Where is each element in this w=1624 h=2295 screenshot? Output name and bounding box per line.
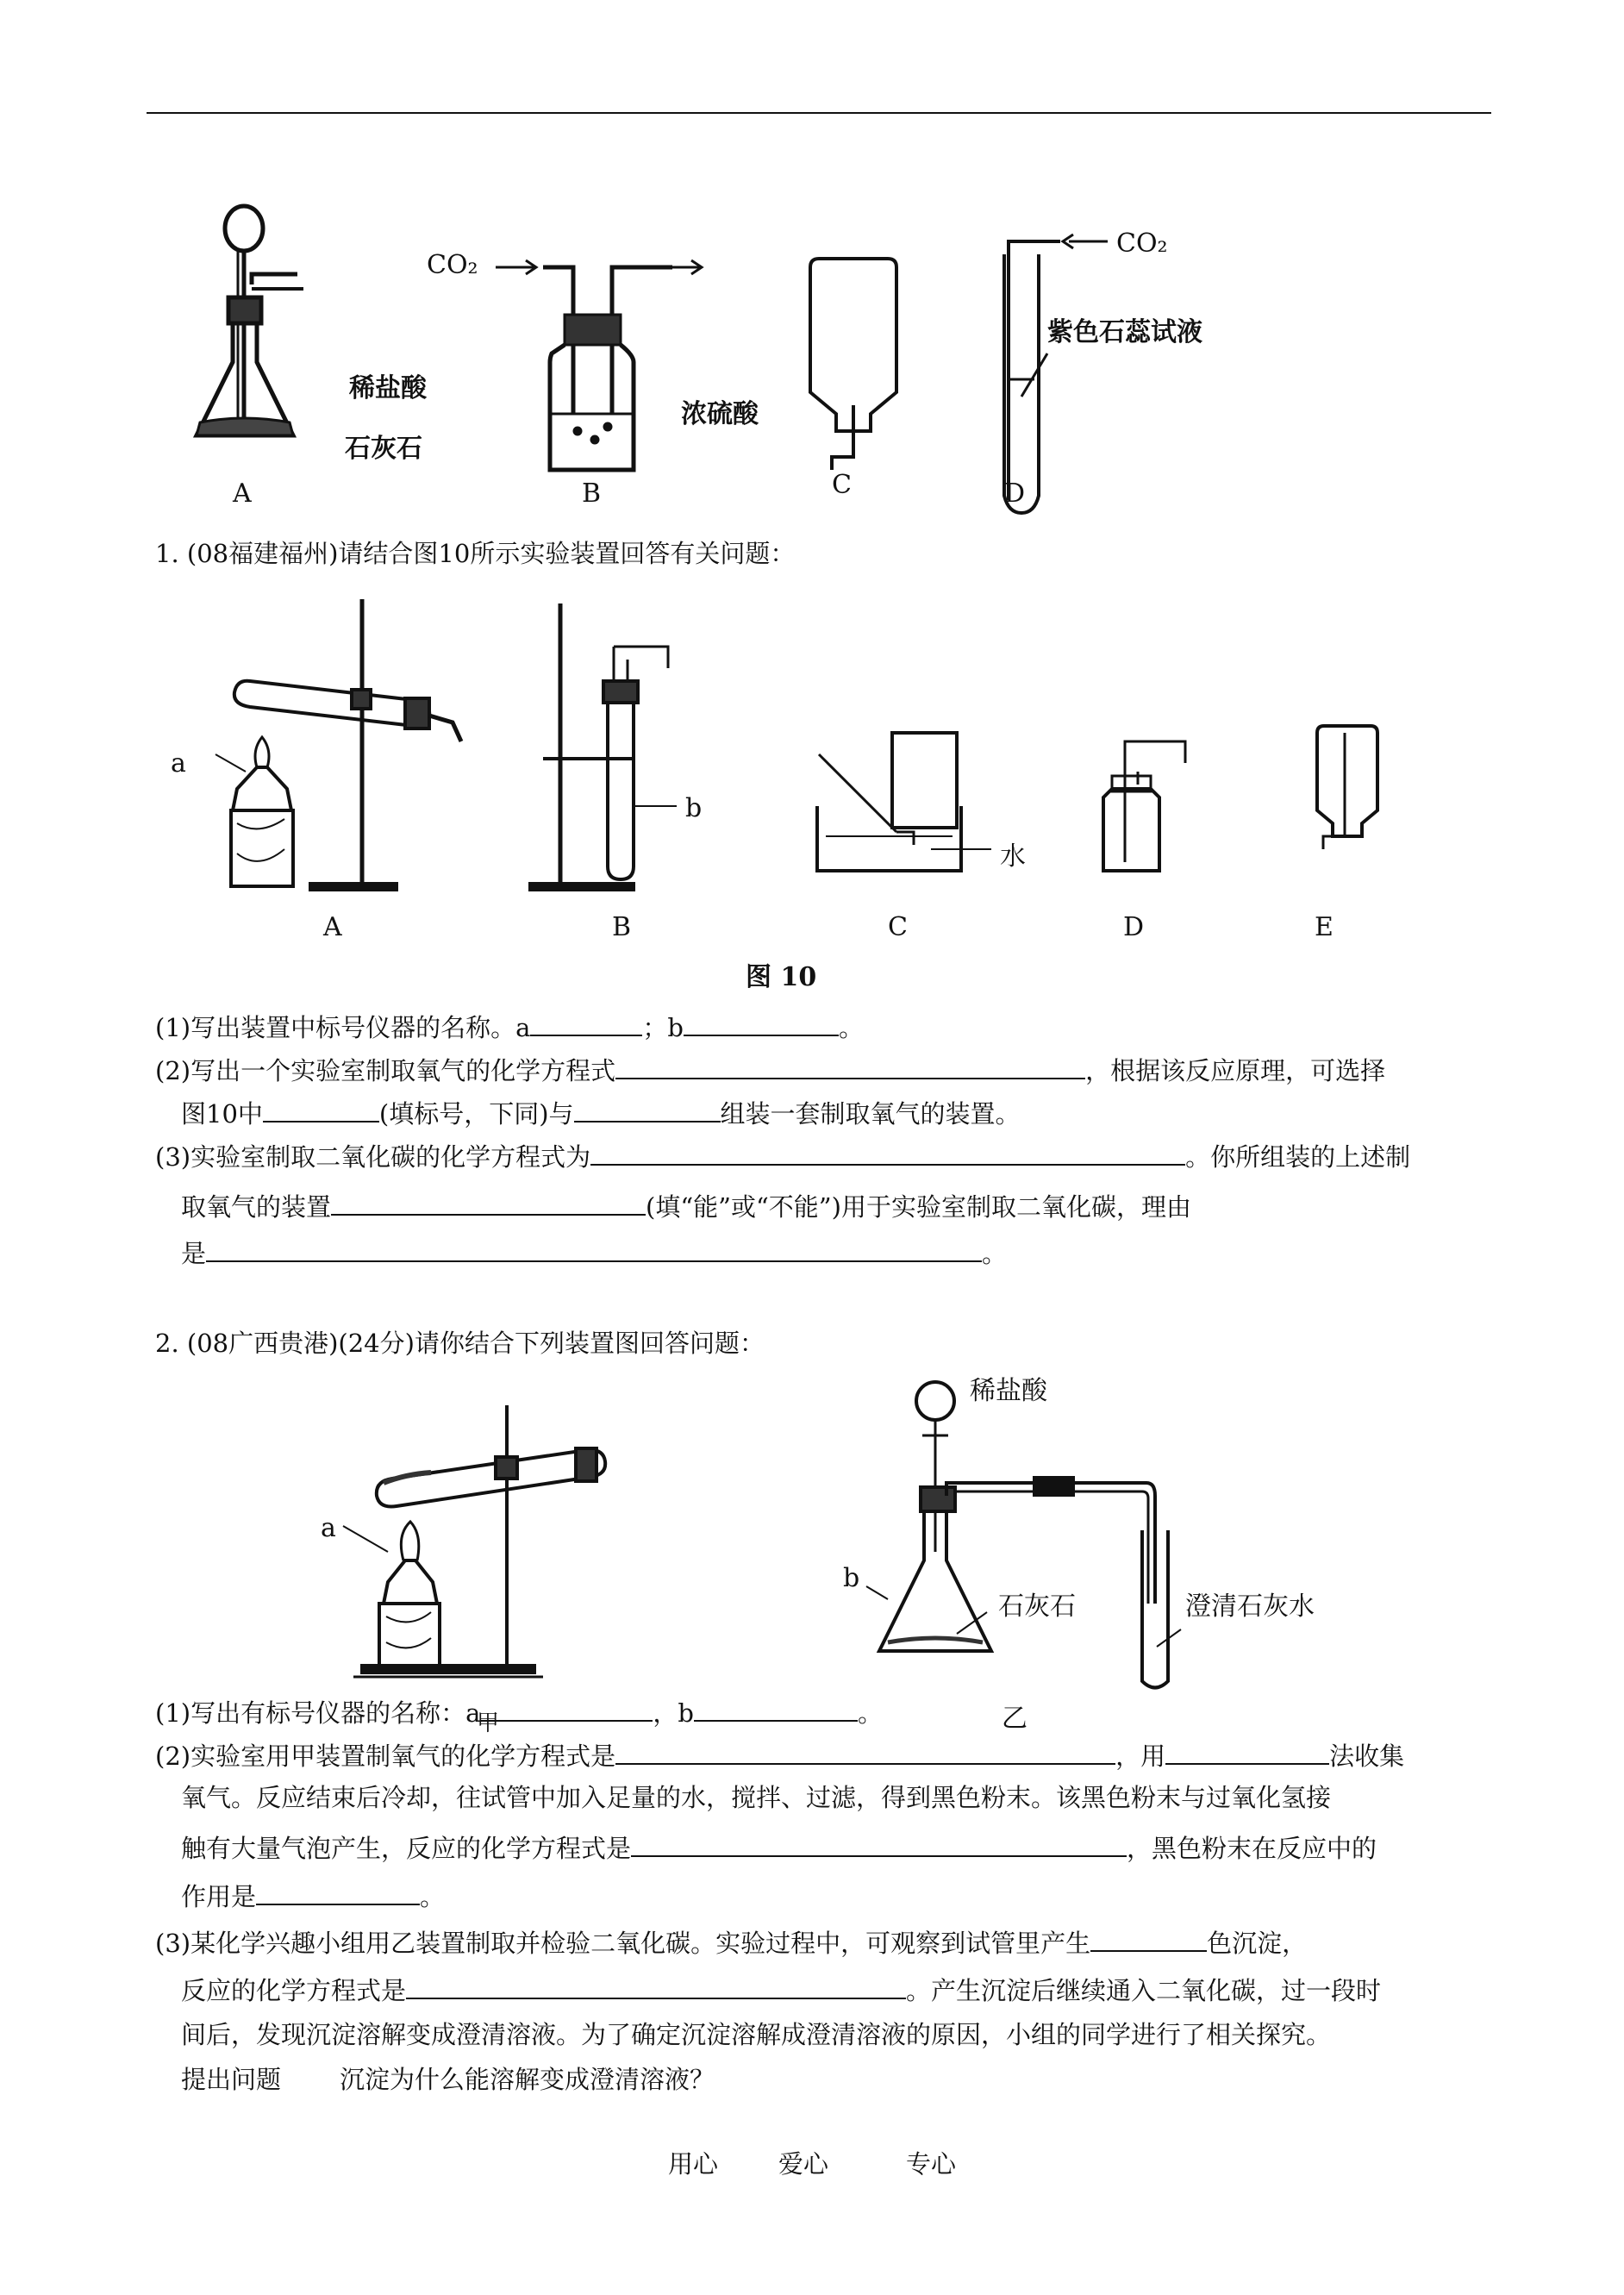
- label-co2-d: CO₂: [1116, 228, 1168, 259]
- q2-part3-line2-prefix: 反应的化学方程式是: [181, 1976, 407, 2005]
- label-top-a: A: [233, 478, 252, 509]
- apparatus-d-drawing: [1004, 235, 1108, 513]
- q2-part2-mid: ，用: [1115, 1742, 1166, 1771]
- q1-part3-line3-suffix: 。: [982, 1239, 1008, 1268]
- label-top-c: C: [832, 470, 852, 500]
- fig10-caption: 图 10: [746, 962, 817, 992]
- label-top-d: D: [1004, 478, 1026, 509]
- q2-part3-line1: [155, 1924, 1307, 1960]
- fig10-label-E: E: [1315, 912, 1334, 942]
- label-litmus: 紫色石蕊试液: [1047, 317, 1202, 347]
- q2-part2-line3: [181, 1829, 1377, 1866]
- q1-blank-co2-equation[interactable]: [590, 1138, 1185, 1166]
- apparatus-b-drawing: [496, 260, 702, 470]
- q2-label-limewater: 澄清石灰水: [1185, 1591, 1315, 1622]
- q1-part3-line3: [181, 1235, 1007, 1271]
- fig10-label-a-pointer: a: [171, 748, 186, 779]
- footer: [668, 2147, 956, 2181]
- q1-part3-line3-prefix: 是: [181, 1239, 207, 1268]
- fig10-label-A: A: [323, 912, 342, 942]
- q2-blank-precipitate-color[interactable]: [1090, 1924, 1207, 1952]
- label-top-b: B: [582, 478, 602, 509]
- q2-part3-line3: 间后，发现沉淀溶解变成澄清溶液。为了确定沉淀溶解成澄清溶液的原因，小组的同学进行了相关探究。: [181, 2020, 1332, 2049]
- fig10-label-b-pointer: b: [685, 793, 703, 823]
- label-h2so4: 浓硫酸: [681, 399, 759, 429]
- fig10-d-drawing: [1103, 741, 1185, 871]
- figure-10: [0, 578, 1624, 991]
- q2-blank-h2o2-equation[interactable]: [631, 1829, 1127, 1857]
- q2-question-label: 提出问题: [181, 2065, 282, 2094]
- q2-blank-role[interactable]: [256, 1878, 420, 1905]
- q2-figure-drawing: [0, 1354, 1624, 1733]
- q2-blank-precipitate-equation[interactable]: [406, 1972, 906, 1999]
- q2-part1: [155, 1694, 883, 1730]
- q1-blank-can-or-cannot[interactable]: [331, 1188, 646, 1216]
- q1-title: 1. (08福建福州)请结合图10所示实验装置回答有关问题：: [155, 539, 796, 568]
- q2-part2-prefix: (2)实验室用甲装置制氧气的化学方程式是: [155, 1742, 616, 1771]
- q1-blank-apparatus-2[interactable]: [574, 1095, 721, 1122]
- fig10-b-drawing: [530, 603, 677, 890]
- q2-part2-line3-suffix: ，黑色粉末在反应中的: [1127, 1834, 1377, 1863]
- fig10-label-B: B: [612, 912, 632, 942]
- q2-part1-prefix: (1)写出有标号仪器的名称：a: [155, 1698, 481, 1728]
- footer-c: 专心: [906, 2149, 957, 2179]
- q2-blank-o2-equation[interactable]: [615, 1737, 1115, 1765]
- q1-part2-suffix: ，根据该反应原理，可选择: [1085, 1056, 1386, 1085]
- q2-label-limestone: 石灰石: [998, 1591, 1076, 1622]
- q1-part3-line1: [155, 1138, 1410, 1174]
- q2-part3-line2: [181, 1972, 1381, 2008]
- q2-figure: [0, 1354, 1624, 1733]
- q2-blank-a[interactable]: [480, 1694, 653, 1722]
- q2-label-b: b: [843, 1563, 860, 1593]
- q2-part2-line1: [155, 1737, 1404, 1773]
- q2-blank-b[interactable]: [694, 1694, 858, 1722]
- q2-part2-line3-prefix: 触有大量气泡产生，反应的化学方程式是: [181, 1834, 632, 1863]
- top-figure: [0, 0, 1624, 517]
- q2-part3-suffix: 色沉淀，: [1207, 1929, 1308, 1958]
- q2-part3-line2-suffix: 。产生沉淀后继续通入二氧化碳，过一段时: [906, 1976, 1382, 2005]
- label-hcl: 稀盐酸: [349, 373, 427, 403]
- q1-blank-apparatus-1[interactable]: [263, 1095, 379, 1122]
- q2-part2-suffix: 法收集: [1329, 1742, 1405, 1771]
- q1-part2-line2-prefix: 图10中: [181, 1099, 263, 1129]
- q1-part1: [155, 1009, 864, 1045]
- q1-blank-reason[interactable]: [206, 1235, 982, 1262]
- q2-label-hcl: 稀盐酸: [970, 1376, 1047, 1406]
- q1-part3-prefix: (3)实验室制取二氧化碳的化学方程式为: [155, 1142, 591, 1172]
- fig10-a-drawing: [215, 599, 461, 890]
- figure-10-drawing: [0, 578, 1624, 991]
- q1-part3-line2: [181, 1188, 1191, 1224]
- q2-title: 2. (08广西贵港)(24分)请你结合下列装置图回答问题：: [155, 1329, 765, 1358]
- q1-part3-line2-prefix: 取氧气的装置: [181, 1192, 332, 1222]
- fig10-e-drawing: [1317, 726, 1377, 849]
- q2-label-yi: 乙: [1002, 1704, 1027, 1734]
- q2-part1-mid: ，b: [653, 1698, 694, 1728]
- q1-part1-mid: ；b: [642, 1013, 684, 1042]
- q1-blank-a[interactable]: [530, 1009, 642, 1036]
- q1-part2-line2-mid: (填标号，下同)与: [378, 1099, 574, 1129]
- q1-blank-o2-equation[interactable]: [615, 1052, 1085, 1079]
- q2-label-jia: 甲: [477, 1710, 500, 1736]
- apparatus-c-drawing: [810, 259, 896, 470]
- q1-part3-suffix: 。你所组装的上述制: [1185, 1142, 1411, 1172]
- footer-a: 用心: [668, 2149, 719, 2179]
- yi-apparatus-drawing: [866, 1382, 1181, 1688]
- q1-part2-line2-suffix: 组装一套制取氧气的装置。: [720, 1099, 1021, 1129]
- q1-part3-line2-suffix: (填“能”或“不能”)用于实验室制取二氧化碳，理由: [646, 1192, 1191, 1222]
- q1-blank-b[interactable]: [684, 1009, 839, 1036]
- q1-part2-line1: [155, 1052, 1385, 1088]
- fig10-label-water: 水: [1000, 841, 1026, 872]
- q2-part2-line4-suffix: 。: [420, 1882, 446, 1911]
- apparatus-a-drawing: [197, 206, 303, 435]
- q2-blank-collect-method[interactable]: [1165, 1737, 1329, 1765]
- q2-part2-line4: [181, 1878, 445, 1914]
- q1-part2-line2: [181, 1095, 1021, 1131]
- label-limestone: 石灰石: [345, 434, 422, 464]
- label-co2-b: CO₂: [427, 250, 478, 280]
- fig10-c-drawing: [817, 733, 991, 871]
- q2-part1-end: 。: [857, 1698, 883, 1728]
- q1-part2-prefix: (2)写出一个实验室制取氧气的化学方程式: [155, 1056, 616, 1085]
- q2-part3-line4: [181, 2062, 715, 2097]
- top-figure-drawing: [0, 0, 1624, 517]
- q2-question-text: 沉淀为什么能溶解变成澄清溶液？: [340, 2065, 715, 2094]
- fig10-label-D: D: [1123, 912, 1145, 942]
- q1-part1-end: 。: [838, 1013, 864, 1042]
- q2-label-a: a: [321, 1513, 336, 1543]
- footer-b: 爱心: [778, 2149, 829, 2179]
- q2-part2-line2: 氧气。反应结束后冷却，往试管中加入足量的水，搅拌、过滤，得到黑色粉末。该黑色粉末与过氧化氢接: [181, 1783, 1332, 1812]
- q2-part3-prefix: (3)某化学兴趣小组用乙装置制取并检验二氧化碳。实验过程中，可观察到试管里产生: [155, 1929, 1091, 1958]
- q2-part2-line4-prefix: 作用是: [181, 1882, 257, 1911]
- fig10-label-C: C: [888, 912, 908, 942]
- q1-part1-prefix: (1)写出装置中标号仪器的名称。a: [155, 1013, 531, 1042]
- jia-apparatus-drawing: [343, 1405, 605, 1677]
